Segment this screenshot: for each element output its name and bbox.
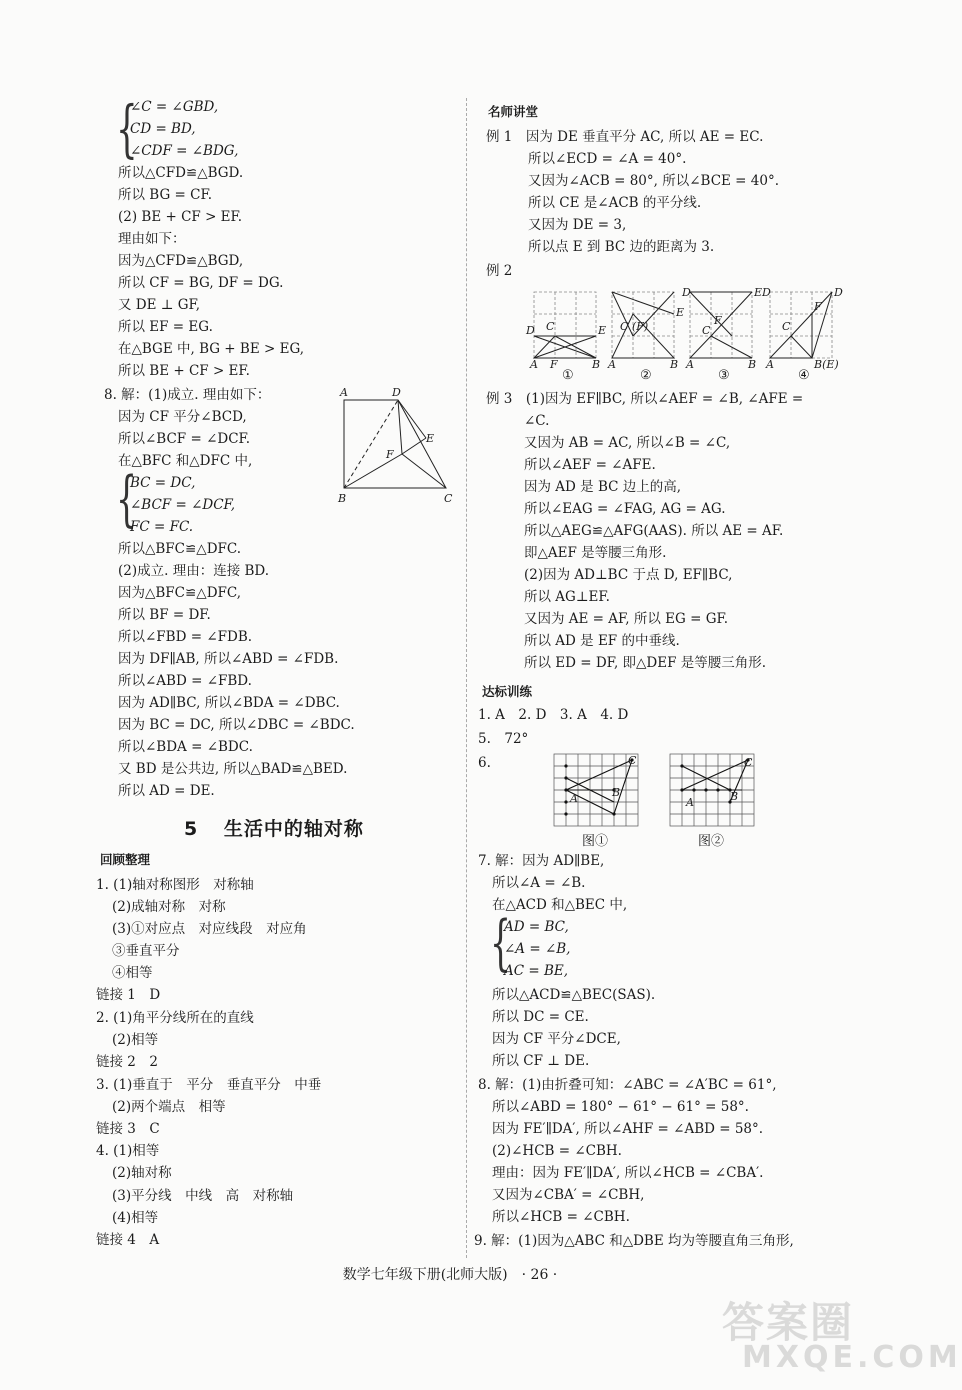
svg-text:C: C: [620, 320, 629, 333]
q8-figure: [334, 384, 462, 508]
proof-line: (2)成立. 理由：连接 BD.: [118, 563, 270, 579]
left-brace: {: [116, 92, 138, 165]
practice-line: 6.: [478, 755, 491, 771]
proof-line: 因为 CF 平分∠DCE,: [492, 1031, 621, 1047]
svg-text:B: B: [670, 358, 679, 371]
svg-text:B: B: [592, 358, 601, 371]
proof-line: 理由：因为 FE′∥DA′, 所以∠HCB = ∠CBA′.: [492, 1165, 764, 1181]
svg-text:E: E: [754, 286, 763, 299]
proof-line: 所以 AD = DE.: [118, 783, 215, 799]
example-2-caption: ①: [562, 368, 574, 383]
svg-text:B: B: [730, 790, 739, 803]
svg-text:B: B: [612, 786, 621, 799]
watermark-url: MXQE.COM: [742, 1340, 962, 1375]
proof-line: 在△BGE 中, BG + BE > EG,: [118, 341, 305, 357]
proof-line: 所以 CF = BG, DF = DG.: [118, 275, 284, 291]
svg-text:C: C: [546, 320, 555, 333]
proof-line: 所以∠ABD = ∠FBD.: [118, 673, 252, 689]
review-line: 1. (1)轴对称图形 对称轴: [96, 877, 254, 893]
example-line: 例 3 (1)因为 EF∥BC, 所以∠AEF = ∠B, ∠AFE =: [486, 391, 804, 407]
column-divider: [466, 98, 467, 1258]
proof-line: 又因为∠CBA′ = ∠CBH,: [492, 1187, 645, 1203]
proof-line: 在△ACD 和△BEC 中,: [492, 897, 628, 913]
svg-text:F: F: [714, 314, 722, 327]
svg-text:B(E): B(E): [814, 358, 839, 371]
proof-line: 理由如下：: [118, 231, 186, 247]
proof-line: 所以 EF = EG.: [118, 319, 213, 335]
example-line: 例 1 因为 DE 垂直平分 AC, 所以 AE = EC.: [486, 129, 764, 145]
svg-text:C: C: [444, 492, 453, 505]
review-line: (3)①对应点 对应线段 对应角: [112, 921, 307, 937]
proof-line: 在△BFC 和△DFC 中,: [118, 453, 253, 469]
proof-line: ∠A = ∠B,: [504, 941, 571, 957]
proof-line: ∠CDF = ∠BDG,: [130, 143, 239, 159]
proof-line: 所以 DC = CE.: [492, 1009, 589, 1025]
svg-text:(F): (F): [632, 320, 649, 333]
proof-line: 所以∠A = ∠B.: [492, 875, 586, 891]
svg-text:A: A: [766, 358, 774, 371]
svg-text:A: A: [570, 792, 578, 805]
proof-line: 因为 BC = DC, 所以∠DBC = ∠BDC.: [118, 717, 355, 733]
section-title: [184, 814, 364, 841]
svg-text:A: A: [530, 358, 538, 371]
svg-text:D: D: [834, 286, 843, 299]
example-line: 所以 ED = DF, 即△DEF 是等腰三角形.: [524, 655, 767, 671]
review-line: 4. (1)相等: [96, 1143, 160, 1159]
practice-line: 5. 72°: [478, 731, 529, 747]
proof-line: 因为 CF 平分∠BCD,: [118, 409, 247, 425]
review-line: 2. (1)角平分线所在的直线: [96, 1010, 254, 1026]
example-line: (2)因为 AD⊥BC 于点 D, EF∥BC,: [524, 567, 733, 583]
example-line: 又因为 AB = AC, 所以∠B = ∠C,: [524, 435, 731, 451]
review-line: (2)相等: [112, 1032, 159, 1048]
proof-line: 所以△CFD≌△BGD.: [118, 165, 244, 181]
review-line: (2)两个端点 相等: [112, 1099, 226, 1115]
proof-line: AD = BC,: [504, 919, 569, 935]
example-line: 又因为 DE = 3,: [528, 217, 627, 233]
teacher-heading: 名师讲堂: [488, 104, 539, 119]
svg-text:B: B: [748, 358, 757, 371]
question-8-right: 8. 解：(1)由折叠可知：∠ABC = ∠A′BC = 61°,: [478, 1077, 777, 1093]
svg-text:E: E: [426, 432, 435, 445]
proof-line: ∠BCF = ∠DCF,: [130, 497, 236, 513]
example-line: ∠C.: [524, 413, 550, 429]
proof-line: 所以∠ABD = 180° − 61° − 61° = 58°.: [492, 1099, 749, 1115]
proof-line: 所以 BE + CF > EF.: [118, 363, 250, 379]
review-heading: 回顾整理: [100, 852, 151, 867]
review-line: 链接 2 2: [96, 1054, 158, 1070]
svg-text:D: D: [392, 386, 401, 399]
svg-text:E: E: [598, 324, 607, 337]
section-number: 5: [184, 818, 199, 840]
example-line: 又因为∠ACB = 80°, 所以∠BCE = 40°.: [528, 173, 779, 189]
review-line: 3. (1)垂直于 平分 垂直平分 中垂: [96, 1077, 322, 1093]
svg-text:F: F: [386, 448, 394, 461]
example-line: 所以 CE 是∠ACB 的平分线.: [528, 195, 702, 211]
proof-line: (2)∠HCB = ∠CBH.: [492, 1143, 622, 1159]
proof-line: 又 DE ⊥ GF,: [118, 297, 201, 313]
svg-text:F: F: [550, 358, 558, 371]
practice-line: 1. A 2. D 3. A 4. D: [478, 707, 629, 723]
proof-line: 所以△ACD≌△BEC(SAS).: [492, 987, 656, 1003]
svg-text:D: D: [682, 286, 691, 299]
practice-heading: 达标训练: [482, 684, 533, 699]
svg-text:D: D: [762, 286, 771, 299]
proof-line: 所以∠HCB = ∠CBH.: [492, 1209, 630, 1225]
svg-text:B: B: [338, 492, 347, 505]
svg-text:A: A: [686, 358, 694, 371]
review-line: (2)成轴对称 对称: [112, 899, 226, 915]
example-line: 所以△AEG≌△AFG(AAS). 所以 AE = AF.: [524, 523, 784, 539]
review-line: (4)相等: [112, 1210, 159, 1226]
example-line: 所以∠EAG = ∠FAG, AG = AG.: [524, 501, 726, 517]
question-9: 9. 解：(1)因为△ABC 和△DBE 均为等腰直角三角形,: [474, 1233, 794, 1249]
q6-caption: 图①: [582, 834, 609, 849]
example-2-label: 例 2: [486, 263, 513, 279]
svg-text:C: C: [628, 754, 637, 767]
svg-text:C: C: [702, 324, 711, 337]
watermark-logo: 答案圈: [722, 1298, 855, 1347]
example-line: 所以 AD 是 EF 的中垂线.: [524, 633, 680, 649]
svg-text:E: E: [676, 306, 685, 319]
section-title-text: 生活中的轴对称: [223, 818, 364, 840]
svg-text:A: A: [686, 796, 694, 809]
proof-line: 所以 BF = DF.: [118, 607, 211, 623]
proof-line: 所以 BG = CF.: [118, 187, 213, 203]
review-line: (3)平分线 中线 高 对称轴: [112, 1188, 294, 1204]
left-brace: {: [116, 464, 138, 534]
proof-line: 所以△BFC≌△DFC.: [118, 541, 242, 557]
proof-line: CD = BD,: [130, 121, 196, 137]
proof-line: 因为△CFD≌△BGD,: [118, 253, 244, 269]
example-2-caption: ②: [640, 368, 652, 383]
example-2-caption: ③: [718, 368, 730, 383]
example-line: 所以点 E 到 BC 边的距离为 3.: [528, 239, 715, 255]
proof-line: 因为 FE′∥DA′, 所以∠AHF = ∠ABD = 58°.: [492, 1121, 764, 1137]
proof-line: 因为△BFC≌△DFC,: [118, 585, 242, 601]
proof-line: 所以∠FBD = ∠FDB.: [118, 629, 253, 645]
svg-text:C: C: [744, 756, 753, 769]
q6-figures: [552, 752, 762, 830]
review-line: ③垂直平分: [112, 943, 180, 959]
review-line: 链接 1 D: [96, 987, 161, 1003]
example-line: 因为 AD 是 BC 边上的高,: [524, 479, 682, 495]
proof-line: AC = BE,: [504, 963, 569, 979]
example-line: 所以 AG⊥EF.: [524, 589, 610, 605]
proof-line: 因为 DF∥AB, 所以∠ABD = ∠FDB.: [118, 651, 339, 667]
proof-line: ∠C = ∠GBD,: [130, 99, 219, 115]
review-line: (2)轴对称: [112, 1165, 172, 1181]
review-line: ④相等: [112, 965, 153, 981]
example-2-caption: ④: [798, 368, 810, 383]
proof-line: 又 BD 是公共边, 所以△BAD≌△BED.: [118, 761, 348, 777]
svg-text:D: D: [526, 324, 535, 337]
review-line: 链接 4 A: [96, 1232, 160, 1248]
right-brace: {: [490, 908, 512, 978]
proof-line: FC = FC.: [130, 519, 194, 535]
svg-text:F: F: [814, 300, 822, 313]
svg-text:A: A: [608, 358, 616, 371]
example-line: 又因为 AE = AF, 所以 EG = GF.: [524, 611, 729, 627]
example-line: 即△AEF 是等腰三角形.: [524, 545, 667, 561]
svg-text:C: C: [782, 320, 791, 333]
svg-text:A: A: [340, 386, 348, 399]
proof-line: 因为 AD∥BC, 所以∠BDA = ∠DBC.: [118, 695, 340, 711]
q6-caption: 图②: [698, 834, 725, 849]
proof-line: 所以∠BCF = ∠DCF.: [118, 431, 251, 447]
proof-line: 所以∠BDA = ∠BDC.: [118, 739, 253, 755]
example-line: 所以∠AEF = ∠AFE.: [524, 457, 656, 473]
proof-line: (2) BE + CF > EF.: [118, 209, 243, 225]
question-7: 7. 解：因为 AD∥BE,: [478, 853, 605, 869]
review-line: 链接 3 C: [96, 1121, 160, 1137]
proof-line: 所以 CF ⊥ DE.: [492, 1053, 590, 1069]
question-8: 8. 解：(1)成立. 理由如下：: [104, 387, 271, 403]
proof-line: BC = DC,: [130, 475, 196, 491]
example-line: 所以∠ECD = ∠A = 40°.: [528, 151, 687, 167]
page-footer: 数学七年级下册(北师大版) · 26 ·: [342, 1267, 558, 1283]
